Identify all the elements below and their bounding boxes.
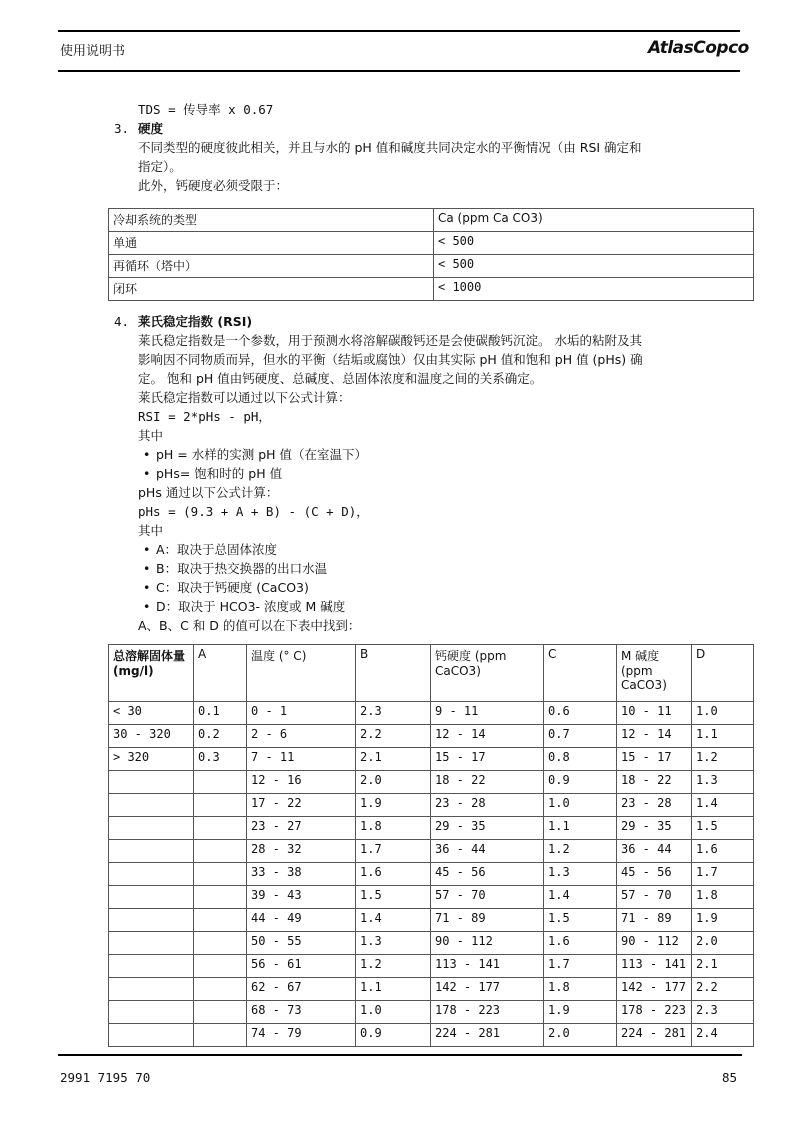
table-cell: 单通	[109, 232, 434, 255]
table-cell: 178 - 223	[431, 1001, 544, 1024]
table-cell	[194, 909, 247, 932]
table-cell: 2.0	[692, 932, 754, 955]
table-cell: 113 - 141	[617, 955, 692, 978]
table-cell	[109, 955, 194, 978]
table-row	[109, 863, 754, 886]
table-cell: 1.3	[692, 771, 754, 794]
table-cell	[109, 794, 194, 817]
table-cell: 12 - 16	[247, 771, 356, 794]
table-cell: 23 - 28	[617, 794, 692, 817]
table-cell: 2.0	[544, 1024, 617, 1047]
table-row	[109, 771, 754, 794]
section-4-text-3: 定。 饱和 pH 值由钙硬度、总碱度、总固体浓度和温度之间的关系确定。	[138, 371, 543, 386]
rsi-variable-list	[138, 445, 748, 483]
table-cell: 1.0	[692, 702, 754, 725]
footer-rule	[58, 1054, 742, 1056]
table-row	[109, 278, 754, 301]
table-row	[109, 840, 754, 863]
table-cell: 29 - 35	[431, 817, 544, 840]
where-label-2: 其中	[138, 523, 164, 538]
calcium-header: Ca (ppm Ca CO3)	[438, 211, 543, 225]
table-cell: 2.4	[692, 1024, 754, 1047]
table-row	[109, 932, 754, 955]
table-cell: 62 - 67	[247, 978, 356, 1001]
table-cell: 71 - 89	[431, 909, 544, 932]
table-cell: 2.3	[356, 702, 431, 725]
where-label-1: 其中	[138, 428, 164, 443]
table-cell: 2.1	[692, 955, 754, 978]
table-cell: 7 - 11	[247, 748, 356, 771]
table-row	[109, 255, 754, 278]
list-item: • D：取决于 HCO3- 浓度或 M 碱度	[156, 597, 748, 616]
page-content	[114, 100, 748, 195]
table-cell: 23 - 28	[431, 794, 544, 817]
table-cell: 142 - 177	[431, 978, 544, 1001]
table-row	[109, 817, 754, 840]
table-cell: 1.5	[356, 886, 431, 909]
table-cell	[109, 771, 194, 794]
table-cell	[194, 886, 247, 909]
section-3-heading: 3. 硬度	[114, 121, 164, 136]
tds-formula: TDS = 传导率 x 0.67	[138, 102, 274, 117]
table-cell: 1.1	[544, 817, 617, 840]
table-cell: 18 - 22	[617, 771, 692, 794]
list-item: • C：取决于钙硬度 (CaCO3)	[156, 578, 748, 597]
table-cell: 2.2	[356, 725, 431, 748]
table-cell: 23 - 27	[247, 817, 356, 840]
table-cell: 90 - 112	[431, 932, 544, 955]
table-cell: 1.6	[356, 863, 431, 886]
list-item: • pHs= 饱和时的 pH 值	[156, 464, 748, 483]
table-header-cell: B	[356, 645, 431, 702]
table-cell: > 320	[109, 748, 194, 771]
table-cell: 0.2	[194, 725, 247, 748]
header-bottom-rule	[58, 70, 740, 72]
table-row	[109, 1001, 754, 1024]
table-header-cell: A	[194, 645, 247, 702]
table-cell	[194, 863, 247, 886]
table-cell: 15 - 17	[617, 748, 692, 771]
table-cell: 1.0	[356, 1001, 431, 1024]
table-body	[109, 702, 754, 1047]
table-header-row	[109, 209, 754, 232]
document-title: 使用说明书	[60, 44, 126, 59]
table-cell: 1.0	[544, 794, 617, 817]
table-cell	[109, 817, 194, 840]
table-cell: 113 - 141	[431, 955, 544, 978]
table-cell: 1.8	[356, 817, 431, 840]
table-row	[109, 909, 754, 932]
table-cell: 1.2	[692, 748, 754, 771]
table-cell: 74 - 79	[247, 1024, 356, 1047]
table-cell: 57 - 70	[617, 886, 692, 909]
table-cell: 2.0	[356, 771, 431, 794]
table-cell: 1.1	[692, 725, 754, 748]
table-cell: 0.6	[544, 702, 617, 725]
section-4	[114, 312, 748, 635]
table-cell: 142 - 177	[617, 978, 692, 1001]
table-cell: 17 - 22	[247, 794, 356, 817]
table-cell	[109, 840, 194, 863]
table-cell: 15 - 17	[431, 748, 544, 771]
section-3-text-3: 此外，钙硬度必须受限于：	[138, 178, 289, 193]
brand-logo: AtlasCopco	[648, 38, 749, 58]
table-cell	[194, 794, 247, 817]
table-cell	[194, 932, 247, 955]
table-cell	[109, 909, 194, 932]
table-cell: 56 - 61	[247, 955, 356, 978]
table-cell	[109, 863, 194, 886]
table-cell	[109, 886, 194, 909]
table-cell: 0.9	[544, 771, 617, 794]
table-cell: 50 - 55	[247, 932, 356, 955]
table-cell: 1.2	[544, 840, 617, 863]
header-top-rule	[58, 30, 740, 32]
table-cell	[194, 1024, 247, 1047]
table-cell: 1.7	[544, 955, 617, 978]
table-intro: A、B、C 和 D 的值可以在下表中找到：	[138, 618, 361, 633]
table-row	[109, 955, 754, 978]
table-cell: 1.9	[544, 1001, 617, 1024]
list-item: • B：取决于热交换器的出口水温	[156, 559, 748, 578]
table-row	[109, 702, 754, 725]
table-cell: 45 - 56	[617, 863, 692, 886]
table-cell: 1.2	[356, 955, 431, 978]
table-cell: 57 - 70	[431, 886, 544, 909]
section-4-title: 莱氏稳定指数 (RSI)	[138, 314, 253, 329]
table-cell: 0.7	[544, 725, 617, 748]
section-4-heading: 4. 莱氏稳定指数 (RSI)	[114, 314, 253, 329]
table-row	[109, 232, 754, 255]
table-cell: 10 - 11	[617, 702, 692, 725]
list-item: • pH = 水样的实测 pH 值（在室温下）	[156, 445, 748, 464]
table-cell	[194, 771, 247, 794]
table-row	[109, 886, 754, 909]
table-row	[109, 794, 754, 817]
table-cell	[109, 1024, 194, 1047]
table-cell: 1.8	[544, 978, 617, 1001]
table-cell: 0.8	[544, 748, 617, 771]
table-cell: 2.3	[692, 1001, 754, 1024]
table-cell: 9 - 11	[431, 702, 544, 725]
table-cell: 0 - 1	[247, 702, 356, 725]
table-cell: 90 - 112	[617, 932, 692, 955]
phs-variable-list	[138, 540, 748, 616]
table-cell: < 500	[434, 232, 754, 255]
table-cell	[109, 1001, 194, 1024]
table-cell: 29 - 35	[617, 817, 692, 840]
table-cell: 1.7	[692, 863, 754, 886]
table-cell: 1.5	[692, 817, 754, 840]
table-cell: 0.9	[356, 1024, 431, 1047]
table-cell: 44 - 49	[247, 909, 356, 932]
phs-intro: pHs 通过以下公式计算：	[138, 485, 279, 500]
table-cell: 71 - 89	[617, 909, 692, 932]
table-header-cell: D	[692, 645, 754, 702]
table-cell: < 30	[109, 702, 194, 725]
table-header-cell	[434, 209, 754, 232]
table-cell: 再循环（塔中）	[109, 255, 434, 278]
section-3-text-1: 不同类型的硬度彼此相关，并且与水的 pH 值和碱度共同决定水的平衡情况（由 RSI 确定和	[138, 140, 642, 155]
calcium-limit-table	[108, 208, 754, 301]
table-cell: 68 - 73	[247, 1001, 356, 1024]
table-cell: 178 - 223	[617, 1001, 692, 1024]
table-cell: < 1000	[434, 278, 754, 301]
table-cell: 30 - 320	[109, 725, 194, 748]
table-cell: 1.6	[544, 932, 617, 955]
table-cell: 1.4	[544, 886, 617, 909]
table-cell: 12 - 14	[617, 725, 692, 748]
table-cell	[194, 1001, 247, 1024]
table-cell: 1.9	[692, 909, 754, 932]
table-cell: 1.3	[356, 932, 431, 955]
table-header-cell: 冷却系统的类型	[109, 209, 434, 232]
table-cell	[109, 932, 194, 955]
table-header-cell: 总溶解固体量 (mg/l)	[109, 645, 194, 702]
table-cell: 39 - 43	[247, 886, 356, 909]
table-cell: 33 - 38	[247, 863, 356, 886]
table-cell: 2.1	[356, 748, 431, 771]
rsi-factor-table	[108, 644, 754, 1047]
table-cell: 1.3	[544, 863, 617, 886]
table-cell: 28 - 32	[247, 840, 356, 863]
table-cell: 36 - 44	[617, 840, 692, 863]
section-4-text-1: 莱氏稳定指数是一个参数，用于预测水将溶解碳酸钙还是会使碳酸钙沉淀。 水垢的粘附及其	[138, 333, 642, 348]
table-cell: 0.3	[194, 748, 247, 771]
table-cell: 1.7	[356, 840, 431, 863]
table-cell: < 500	[434, 255, 754, 278]
section-3-title: 硬度	[138, 121, 164, 136]
table-header-row	[109, 645, 754, 702]
table-cell: 2 - 6	[247, 725, 356, 748]
table-cell: 12 - 14	[431, 725, 544, 748]
table-cell: 1.9	[356, 794, 431, 817]
rsi-formula: RSI = 2*pHs - pH，	[138, 409, 271, 424]
table-cell	[194, 817, 247, 840]
table-cell: 36 - 44	[431, 840, 544, 863]
section-4-text-2: 影响因不同物质而异，但水的平衡（结垢或腐蚀）仅由其实际 pH 值和饱和 pH 值 (pHs) 确	[138, 352, 643, 367]
table-header-cell: M 碱度 (ppm CaCO3)	[617, 645, 692, 702]
table-row	[109, 748, 754, 771]
table-cell: 1.4	[692, 794, 754, 817]
table-cell: 0.1	[194, 702, 247, 725]
table-cell: 1.8	[692, 886, 754, 909]
list-item: • A：取决于总固体浓度	[156, 540, 748, 559]
phs-formula: pHs = (9.3 + A + B) - (C + D)，	[138, 504, 369, 519]
section-3-text-2: 指定）。	[138, 159, 182, 174]
table-cell: 224 - 281	[431, 1024, 544, 1047]
table-cell: 1.5	[544, 909, 617, 932]
document-number: 2991 7195 70	[60, 1070, 151, 1085]
table-header-cell: 温度 (° C)	[247, 645, 356, 702]
table-cell: 1.6	[692, 840, 754, 863]
table-cell	[109, 978, 194, 1001]
table-row	[109, 1024, 754, 1047]
table-cell	[194, 978, 247, 1001]
section-4-text-4: 莱氏稳定指数可以通过以下公式计算：	[138, 390, 351, 405]
table-cell	[194, 955, 247, 978]
table-row	[109, 725, 754, 748]
table-row	[109, 978, 754, 1001]
table-cell	[194, 840, 247, 863]
table-header-cell: C	[544, 645, 617, 702]
page-number: 85	[722, 1070, 738, 1085]
table-header-cell: 钙硬度 (ppm CaCO3)	[431, 645, 544, 702]
table-cell: 2.2	[692, 978, 754, 1001]
table-cell: 1.4	[356, 909, 431, 932]
table-cell: 45 - 56	[431, 863, 544, 886]
table-cell: 224 - 281	[617, 1024, 692, 1047]
table-cell: 18 - 22	[431, 771, 544, 794]
table-cell: 闭环	[109, 278, 434, 301]
table-cell: 1.1	[356, 978, 431, 1001]
